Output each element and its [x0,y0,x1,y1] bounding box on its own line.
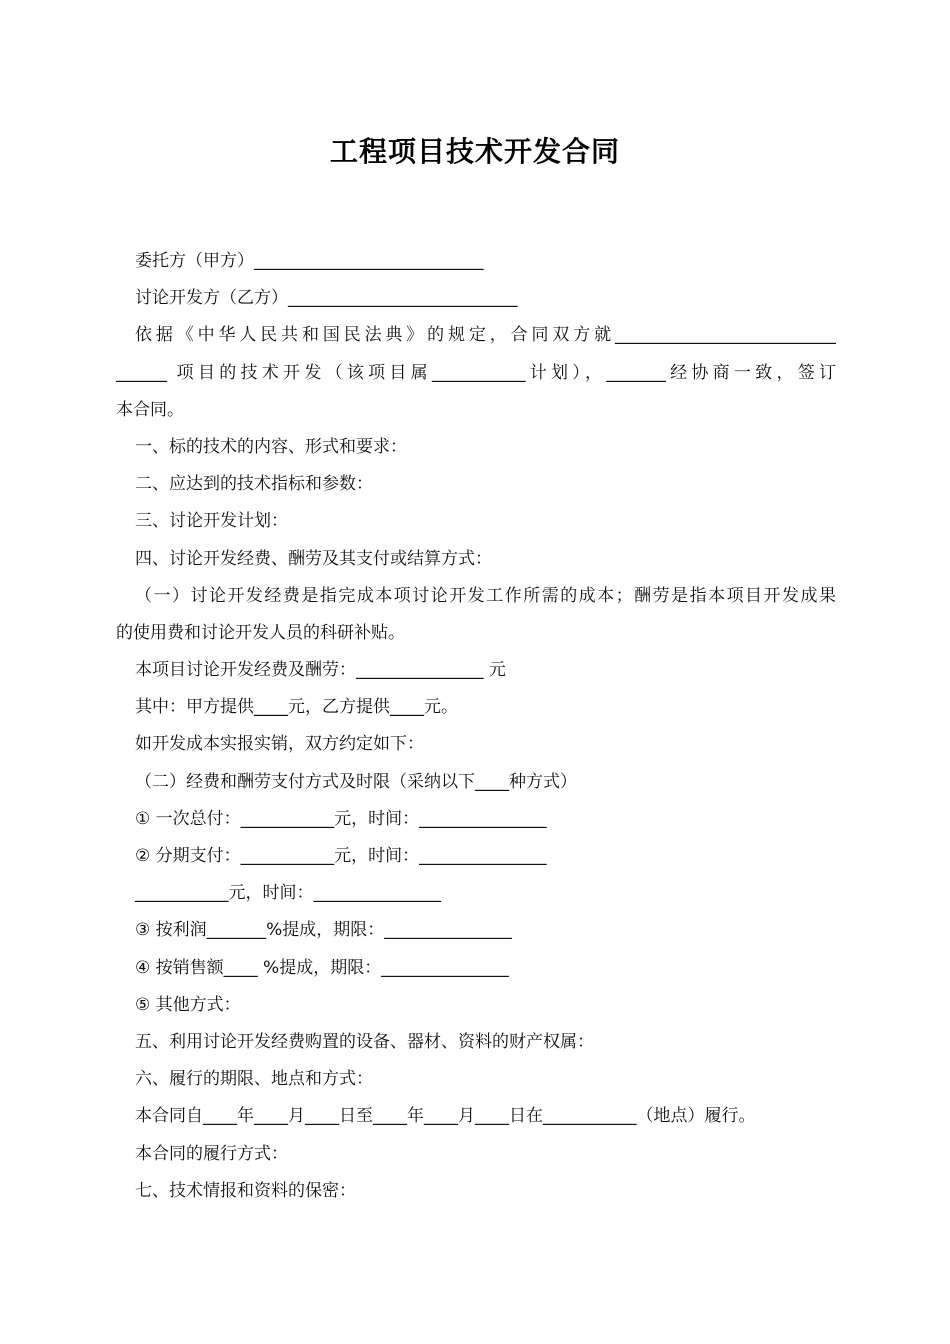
document-line: 六、履行的期限、地点和方式： [135,1069,373,1090]
document-line: 三、讨论开发计划： [135,511,288,532]
document-line: ④ 按销售额____ %提成，期限：_______________ [135,957,509,978]
document-line: 七、技术情报和资料的保密： [135,1180,356,1201]
document-line: 如开发成本实报实销，双方约定如下： [135,734,424,755]
document-line: 一、标的技术的内容、形式和要求： [135,436,407,457]
document-line: ______ 项目的技术开发（该项目属___________计划），_______经协商一致，签订 [116,362,836,383]
document-line: 的使用费和讨论开发人员的科研补贴。 [116,622,405,643]
document-line: ⑤ 其他方式： [135,994,241,1015]
document-line: 依据《中华人民共和国民法典》的规定，合同双方就__________________________ [135,325,836,346]
document-line: 本项目讨论开发经费及酬劳：_______________ 元 [135,660,506,681]
document-line: ③ 按利润_______%提成，期限：_______________ [135,920,512,941]
document-line: 讨论开发方（乙方）___________________________ [135,288,518,309]
document-line: 其中：甲方提供____元，乙方提供____元。 [135,697,458,718]
document-body [116,243,836,1210]
document-line: ① 一次总付：___________元，时间：_______________ [135,808,547,829]
document-line: （一）讨论开发经费是指完成本项讨论开发工作所需的成本；酬劳是指本项目开发成果 [135,585,836,606]
document-line: 本合同的履行方式： [135,1143,288,1164]
document-title: 工程项目技术开发合同 [329,135,620,168]
document-line: 本合同自____年____月____日至____年____月____日在___________（地点）履行。 [135,1106,756,1127]
document-line: 四、讨论开发经费、酬劳及其支付或结算方式： [135,548,492,569]
document-line: 本合同。 [116,399,184,420]
document-line: （二）经费和酬劳支付方式及时限（采纳以下____种方式） [135,771,577,792]
document-line: 五、利用讨论开发经费购置的设备、器材、资料的财产权属： [135,1031,594,1052]
document-line: 委托方（甲方）___________________________ [135,251,484,271]
document-line: 二、应达到的技术指标和参数： [135,474,373,495]
document-line: ② 分期支付：___________元，时间：_______________ [135,846,547,866]
document-line: ___________元，时间：_______________ [135,883,441,904]
